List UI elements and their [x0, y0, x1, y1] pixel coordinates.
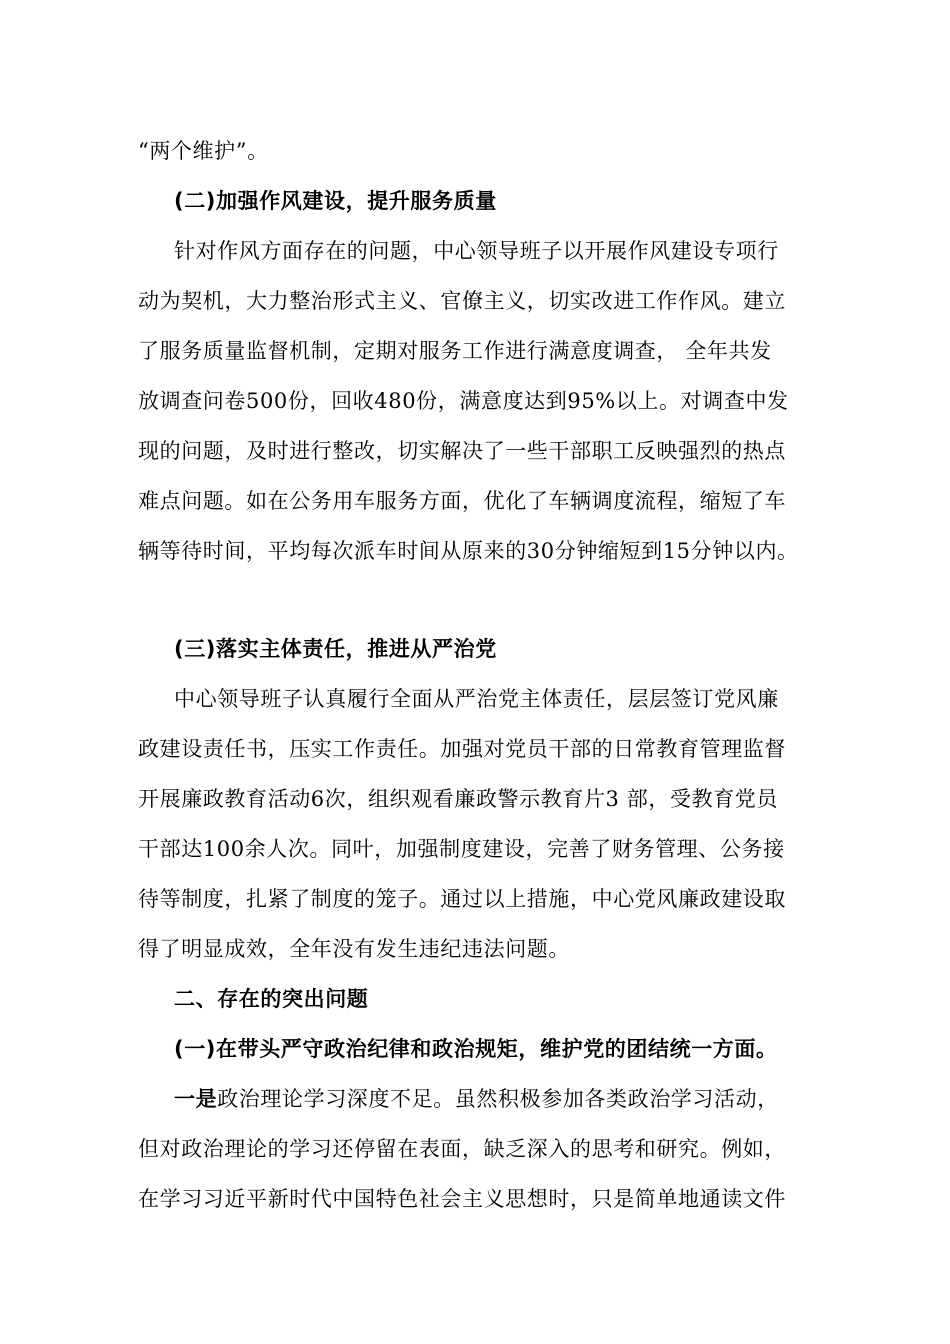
paragraph-line: 现的问题，及时进行整改，切实解决了一些干部职工反映强烈的热点 — [138, 439, 786, 463]
paragraph-line: 干部达100余人次。同叶，加强制度建设，完善了财务管理、公务接 — [138, 837, 785, 861]
paragraph-line: 针对作风方面存在的问题，中心领导班子以开展作风建设专项行 — [174, 239, 779, 263]
paragraph-line: 但对政治理论的学习还停留在表面，缺乏深入的思考和研究。例如， — [138, 1137, 786, 1161]
lead-phrase: 一是 — [174, 1087, 218, 1111]
chapter-heading: 二、存在的突出问题 — [174, 987, 369, 1011]
paragraph-line: 待等制度，扎紧了制度的笼子。通过以上措施，中心党风廉政建设取 — [138, 887, 786, 911]
paragraph-text: 政治理论学习深度不足。虽然积极参加各类政治学习活动， — [217, 1087, 779, 1111]
paragraph-line: 得了明显成效，全年没有发生违纪违法问题。 — [138, 937, 570, 961]
paragraph-line: 在学习习近平新时代中国特色社会主义思想时，只是简单地通读文件 — [138, 1187, 786, 1211]
paragraph-line: 难点问题。如在公务用车服务方面，优化了车辆调度流程，缩短了车 — [138, 489, 786, 513]
paragraph-line: 辆等待时间，平均每次派车时间从原来的30分钟缩短到15分钟以内。 — [138, 539, 799, 563]
paragraph-line: 政建设责任书，压实工作责任。加强对党员干部的日常教育管理监督 — [138, 737, 786, 761]
section-heading: (三)落实主体责任，推进从严治党 — [174, 637, 497, 661]
paragraph-line: “两个维护”。 — [138, 139, 269, 163]
section-heading: (一)在带头严守政治纪律和政治规矩，维护党的团结统一方面。 — [174, 1037, 778, 1061]
paragraph-line: 动为契机，大力整治形式主义、官僚主义，切实改进工作作风。建立 — [138, 289, 786, 313]
paragraph-line — [174, 1084, 779, 1114]
paragraph-line: 了服务质量监督机制，定期对服务工作进行满意度调查， 全年共发 — [138, 339, 772, 363]
section-heading: (二)加强作风建设，提升服务质量 — [174, 189, 497, 213]
paragraph-line: 中心领导班子认真履行全面从严治党主体责任，层层签订党风廉 — [174, 687, 779, 711]
paragraph-line: 开展廉政教育活动6次，组织观看廉政警示教育片3 部，受教育党员 — [138, 787, 778, 811]
paragraph-line: 放调查问卷500份，回收480份，满意度达到95%以上。对调查中发 — [138, 389, 789, 413]
